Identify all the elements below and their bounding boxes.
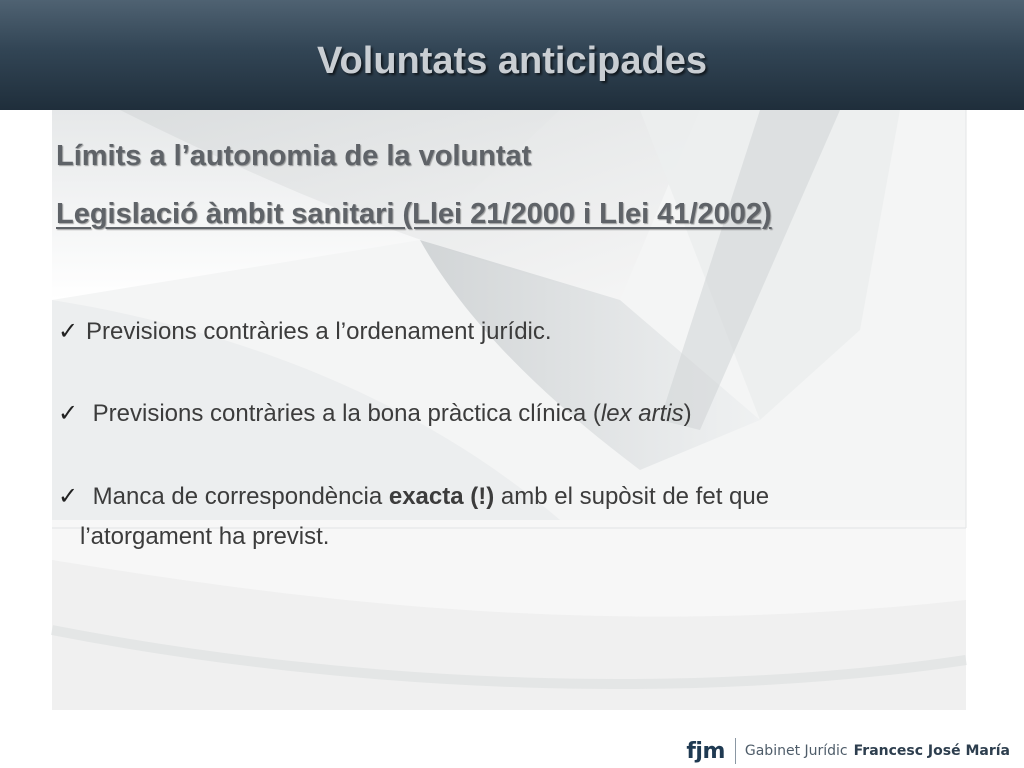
checkmark-icon: ✓: [58, 318, 79, 345]
heading-autonomy-limits: Límits a l’autonomia de la voluntat: [56, 140, 532, 172]
bullet-text-italic: lex artis: [600, 400, 684, 427]
title-bar: [0, 0, 1024, 110]
bullet-item: [58, 477, 958, 557]
bullet-text-bold: exacta (!): [388, 483, 495, 510]
fjm-logo: fjm: [686, 738, 725, 764]
firm-name: Francesc José María: [853, 743, 1010, 759]
heading-health-legislation: Legislació àmbit sanitari (Llei 21/2000 i Llei 41/2002): [56, 198, 772, 230]
bullet-text: amb el supòsit de fet que: [494, 483, 770, 510]
bullet-item: [58, 394, 958, 434]
footer-brand: [686, 735, 1010, 767]
checkmark-icon: ✓: [58, 483, 79, 510]
checkmark-icon: ✓: [58, 400, 79, 427]
bullet-text: ): [683, 400, 692, 427]
bullet-item: [58, 312, 958, 352]
bullet-text-continuation: l’atorgament ha previst.: [80, 523, 330, 550]
firm-prefix: Gabinet Jurídic: [744, 743, 848, 759]
bullet-text: Manca de correspondència: [92, 483, 389, 510]
slide-title: Voluntats anticipades: [317, 40, 707, 82]
bullet-text: Previsions contràries a la bona pràctica clínica (: [92, 400, 601, 427]
brand-divider: [735, 738, 736, 764]
bullet-text: Previsions contràries a l’ordenament jurídic.: [86, 318, 552, 345]
